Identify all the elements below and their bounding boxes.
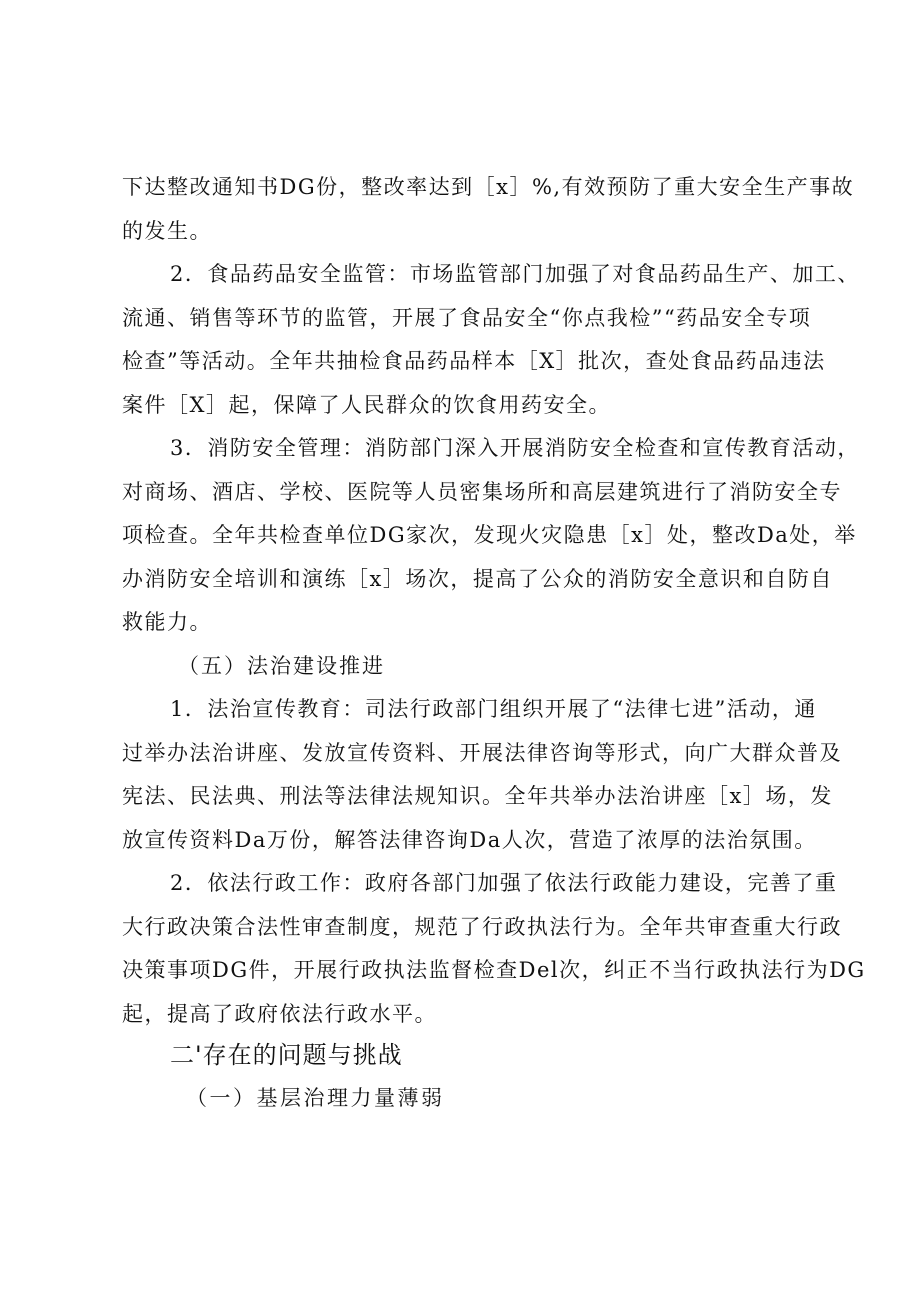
paragraph-line: 办消防安全培训和演练［x］场次，提高了公众的消防安全意识和自防自 <box>122 567 833 591</box>
paragraph-line: 3．消防安全管理：消防部门深入开展消防安全检查和宣传教育活动， <box>170 436 860 460</box>
paragraph-line: 2．依法行政工作：政府各部门加强了依法行政能力建设，完善了重 <box>170 871 838 895</box>
paragraph-line: 大行政决策合法性审查制度，规范了行政执法行为。全年共审查重大行政 <box>122 915 842 939</box>
paragraph-line: 对商场、酒店、学校、医院等人员密集场所和高层建筑进行了消防安全专 <box>122 480 842 504</box>
paragraph-line: 流通、销售等环节的监管，开展了食品安全“你点我检”“药品安全专项 <box>122 306 812 330</box>
paragraph-line: 放宣传资料Da万份，解答法律咨询Da人次，营造了浓厚的法治氛围。 <box>122 828 817 852</box>
paragraph-line: 案件［X］起，保障了人民群众的饮食用药安全。 <box>122 393 611 417</box>
paragraph-line: 的发生。 <box>122 219 212 243</box>
section-subheading: （一）基层治理力量薄弱 <box>186 1086 445 1110</box>
section-subheading: （五）法治建设推进 <box>178 654 385 678</box>
paragraph-line: 救能力。 <box>122 610 212 634</box>
paragraph-line: 项检查。全年共检查单位DG家次，发现火灾隐患［x］处，整改Da处，举 <box>122 523 857 547</box>
paragraph-line: 下达整改通知书DG份，整改率达到［x］%,有效预防了重大安全生产事故 <box>122 175 855 199</box>
paragraph-line: 宪法、民法典、刑法等法律法规知识。全年共举办法治讲座［x］场，发 <box>122 784 833 808</box>
paragraph-line: 1．法治宣传教育：司法行政部门组织开展了“法律七进”活动，通 <box>170 697 817 721</box>
section-heading: 二'存在的问题与挑战 <box>170 1041 403 1069</box>
paragraph-line: 起，提高了政府依法行政水平。 <box>122 1002 437 1026</box>
paragraph-line: 2．食品药品安全监管：市场监管部门加强了对食品药品生产、加工、 <box>170 262 860 286</box>
paragraph-line: 决策事项DG件，开展行政执法监督检查Del次，纠正不当行政执法行为DG <box>122 958 866 982</box>
paragraph-line: 检查”等活动。全年共抽检食品药品样本［X］批次，查处食品药品违法 <box>122 349 826 373</box>
paragraph-line: 过举办法治讲座、发放宣传资料、开展法律咨询等形式，向广大群众普及 <box>122 741 842 765</box>
